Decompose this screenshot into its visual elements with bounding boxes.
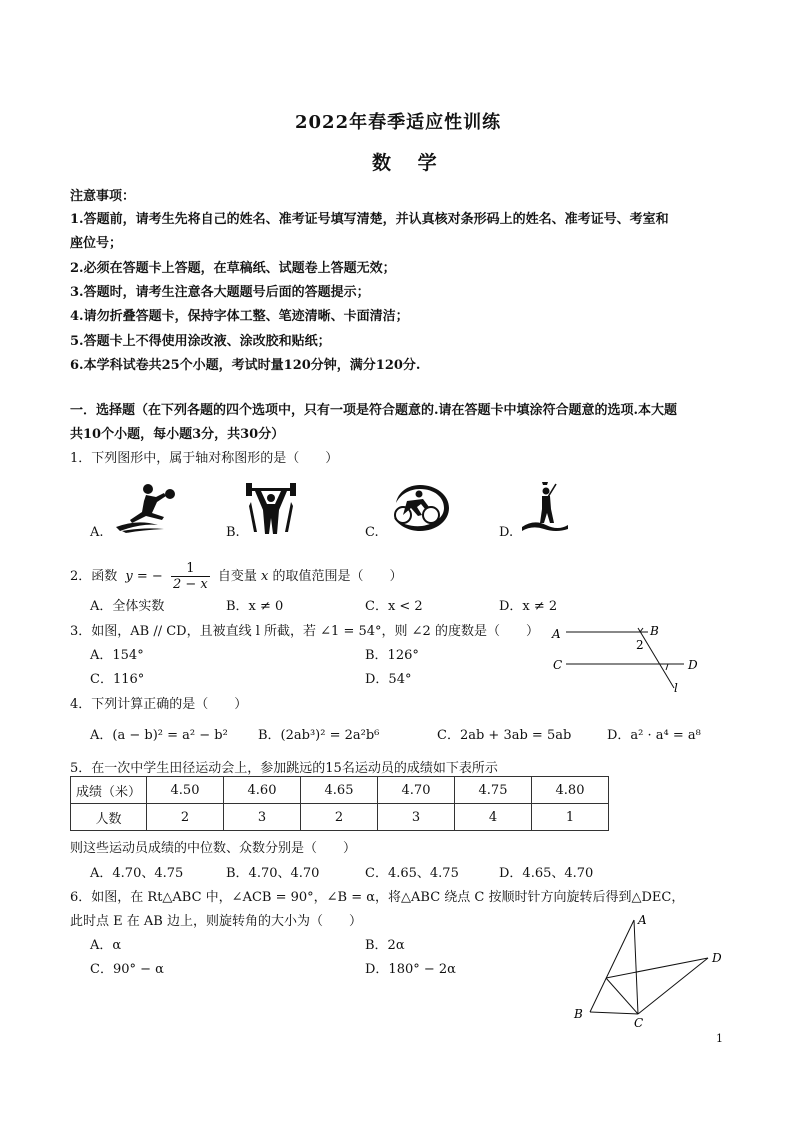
q2-lhs: y = −: [125, 569, 163, 584]
page-number: 1: [716, 1032, 723, 1045]
table-cell: 4.75: [455, 777, 532, 804]
q4-option-a[interactable]: A．(a − b)² = a² − b²: [90, 728, 228, 743]
q3-parallel-lines-figure: [550, 622, 710, 694]
q6-rotation-triangle-figure: [570, 912, 730, 1030]
q3-label-angle2: 2: [636, 638, 644, 652]
notice-item: 4.请勿折叠答题卡，保持字体工整、笔迹清晰、卡面清洁；: [70, 309, 409, 324]
q2-var: x: [261, 569, 269, 584]
q2-option-d[interactable]: D．x ≠ 2: [499, 599, 558, 614]
cyclist-icon: [389, 483, 451, 533]
q6-label-a: A: [638, 913, 647, 927]
notice-heading: 注意事项：: [70, 189, 136, 204]
q5-score-table: [70, 776, 609, 831]
q5-option-c[interactable]: C．4.65、4.75: [365, 866, 459, 881]
q6-label-c: C: [634, 1016, 644, 1030]
table-cell: 3: [224, 804, 301, 831]
q6-label-b: B: [574, 1007, 583, 1021]
golfer-icon: [520, 481, 570, 533]
q2-frac-den: 2 − x: [172, 577, 208, 592]
question-6-stem-cont: 此时点 E 在 AB 边上，则旋转角的大小为（ ）: [70, 914, 362, 929]
question-2-stem: [70, 561, 403, 592]
q2-tail2: 的取值范围是（ ）: [272, 569, 403, 584]
notice-item: 6.本学科试卷共25个小题，考试时量120分钟，满分120分.: [70, 358, 421, 373]
question-5-stem: 5．在一次中学生田径运动会上，参加跳远的15名运动员的成绩如下表所示: [70, 761, 498, 776]
q5-option-d[interactable]: D．4.65、4.70: [499, 866, 594, 881]
q6-option-b[interactable]: B．2α: [365, 938, 405, 953]
q1-option-c[interactable]: C.: [365, 525, 379, 540]
exam-title: 2022年春季适应性训练: [295, 112, 502, 133]
table-cell: 2: [301, 804, 378, 831]
q3-label-l: l: [674, 681, 678, 694]
q6-option-a[interactable]: A．α: [90, 938, 122, 953]
weightlifter-icon: [245, 482, 297, 536]
q3-label-c: C: [553, 658, 563, 672]
section-heading-cont: 共10个小题，每小题3分，共30分）: [70, 427, 285, 442]
table-cell: 1: [532, 804, 609, 831]
table-cell: 4.70: [378, 777, 455, 804]
q6-option-d[interactable]: D．180° − 2α: [365, 962, 456, 977]
notice-item: 座位号；: [70, 236, 123, 251]
table-row: [71, 777, 609, 804]
q2-fraction: [171, 561, 210, 592]
q6-label-d: D: [712, 951, 722, 965]
q1-option-b[interactable]: B.: [226, 525, 240, 540]
q3-option-a[interactable]: A．154°: [90, 648, 144, 663]
section-heading: 一．选择题（在下列各题的四个选项中，只有一项是符合题意的.请在答题卡中填涂符合题意的选项.本大题: [70, 403, 678, 418]
table-cell: 4: [455, 804, 532, 831]
q3-option-d[interactable]: D．54°: [365, 672, 412, 687]
table-cell: 4.65: [301, 777, 378, 804]
q2-option-b[interactable]: B．x ≠ 0: [226, 599, 284, 614]
q2-number: 2．函数: [70, 569, 118, 584]
q5-option-b[interactable]: B．4.70、4.70: [226, 866, 320, 881]
notice-item: 2.必须在答题卡上答题，在草稿纸、试题卷上答题无效；: [70, 261, 396, 276]
notice-item: 5.答题卡上不得使用涂改液、涂改胶和贴纸；: [70, 334, 331, 349]
question-6-stem: 6．如图，在 Rt△ABC 中，∠ACB = 90°，∠B = α，将△ABC 绕点 C 按顺时针方向旋转后得到△DEC，: [70, 890, 685, 905]
table-row: [71, 804, 609, 831]
notice-item: 3.答题时，请考生注意各大题题号后面的答题提示；: [70, 285, 370, 300]
q5-option-a[interactable]: A．4.70、4.75: [90, 866, 184, 881]
q3-option-c[interactable]: C．116°: [90, 672, 145, 687]
question-1-stem: 1．下列图形中，属于轴对称图形的是（ ）: [70, 451, 339, 466]
q3-label-b: B: [650, 624, 659, 638]
table-header-cell: 人数: [71, 804, 147, 831]
q6-option-c[interactable]: C．90° − α: [90, 962, 164, 977]
table-cell: 2: [147, 804, 224, 831]
q2-tail: 自变量: [217, 569, 257, 584]
table-cell: 4.60: [224, 777, 301, 804]
table-header-cell: 成绩（米）: [71, 777, 147, 804]
q4-option-d[interactable]: D．a² · a⁴ = a⁸: [607, 728, 701, 743]
q3-label-a: A: [552, 627, 561, 641]
volleyball-player-icon: [112, 483, 182, 533]
q3-label-d: D: [688, 658, 698, 672]
exam-subject: 数 学: [372, 152, 447, 174]
table-cell: 4.80: [532, 777, 609, 804]
q2-option-c[interactable]: C．x < 2: [365, 599, 423, 614]
table-cell: 4.50: [147, 777, 224, 804]
question-4-stem: 4．下列计算正确的是（ ）: [70, 697, 248, 712]
question-5-follow: 则这些运动员成绩的中位数、众数分别是（ ）: [70, 841, 357, 856]
q1-option-a[interactable]: A.: [90, 525, 104, 540]
question-3-stem: 3．如图，AB // CD，且被直线 l 所截，若 ∠1 = 54°，则 ∠2 的度数是（ ）: [70, 624, 539, 639]
notice-item: 1.答题前，请考生先将自己的姓名、准考证号填写清楚，并认真核对条形码上的姓名、准考证号、考室和: [70, 212, 669, 227]
q2-option-a[interactable]: A．全体实数: [90, 599, 165, 614]
q4-option-c[interactable]: C．2ab + 3ab = 5ab: [437, 728, 572, 743]
q3-option-b[interactable]: B．126°: [365, 648, 419, 663]
q4-option-b[interactable]: B．(2ab³)² = 2a²b⁶: [258, 728, 380, 743]
q2-frac-num: 1: [171, 561, 210, 577]
table-cell: 3: [378, 804, 455, 831]
q1-option-d[interactable]: D.: [499, 525, 514, 540]
